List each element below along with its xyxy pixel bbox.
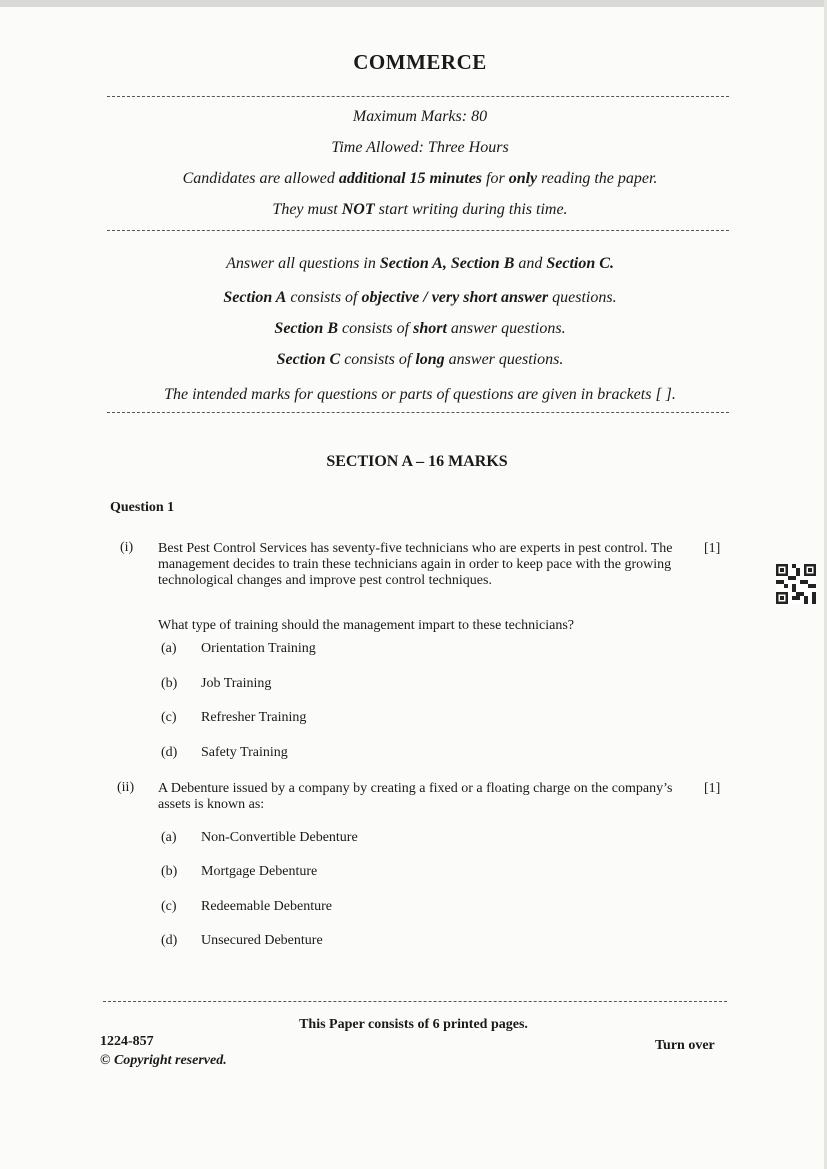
paper-title: COMMERCE	[353, 50, 487, 74]
option-letter: (c)	[161, 710, 177, 725]
question-part-prompt: What type of training should the management impart to these technicians?	[158, 618, 574, 633]
maximum-marks: Maximum Marks: 80	[352, 108, 488, 125]
option-letter: (a)	[161, 830, 177, 845]
section-a-heading: SECTION A – 16 MARKS	[326, 453, 508, 470]
question-heading: Question 1	[110, 500, 175, 515]
footer-divider	[103, 1001, 727, 1002]
question-part-marks: [1]	[704, 541, 721, 556]
divider	[107, 230, 729, 231]
copyright-note: © Copyright reserved.	[100, 1053, 227, 1068]
option-text: Safety Training	[201, 745, 288, 760]
question-part-number: (i)	[120, 540, 134, 555]
instruction-section-a: Section A consists of objective / very short answer questions.	[223, 289, 617, 306]
question-part-number: (ii)	[117, 780, 135, 795]
option-text: Orientation Training	[201, 641, 316, 656]
instruction-sections: Answer all questions in Section A, Section B and Section C.	[226, 255, 614, 272]
reading-time-note: Candidates are allowed additional 15 minutes for only reading the paper.	[182, 170, 658, 187]
option-text: Job Training	[201, 676, 272, 691]
option-letter: (b)	[161, 864, 178, 879]
option-letter: (c)	[161, 899, 177, 914]
option-letter: (a)	[161, 641, 177, 656]
qr-code-icon	[776, 564, 816, 604]
divider	[107, 412, 729, 413]
turn-over-label: Turn over	[655, 1038, 715, 1053]
instruction-marks-note: The intended marks for questions or parts of questions are given in brackets [ ].	[164, 386, 676, 403]
option-letter: (b)	[161, 676, 178, 691]
instruction-section-b: Section B consists of short answer questions.	[274, 320, 566, 337]
option-text: Mortgage Debenture	[201, 864, 318, 879]
question-part-text: A Debenture issued by a company by creating a fixed or a floating charge on the company’s assets is known as:	[158, 781, 673, 812]
instruction-section-c: Section C consists of long answer questions.	[276, 351, 564, 368]
divider	[107, 96, 729, 97]
question-part-marks: [1]	[704, 781, 721, 796]
option-text: Redeemable Debenture	[201, 899, 332, 914]
option-text: Non-Convertible Debenture	[201, 830, 358, 845]
option-text: Refresher Training	[201, 710, 307, 725]
paper-code: 1224-857	[100, 1034, 154, 1049]
writing-note: They must NOT start writing during this time.	[272, 201, 568, 218]
time-allowed: Time Allowed: Three Hours	[331, 139, 509, 156]
question-part-text: Best Pest Control Services has seventy-five technicians who are experts in pest control. The management decides to train these technicians again in order to keep pace with the growing technological changes and improve pest control techniques.	[158, 541, 673, 588]
pages-note: This Paper consists of 6 printed pages.	[299, 1017, 528, 1032]
scan-top-edge	[0, 0, 827, 7]
option-letter: (d)	[161, 745, 178, 760]
option-letter: (d)	[161, 933, 178, 948]
option-text: Unsecured Debenture	[201, 933, 323, 948]
